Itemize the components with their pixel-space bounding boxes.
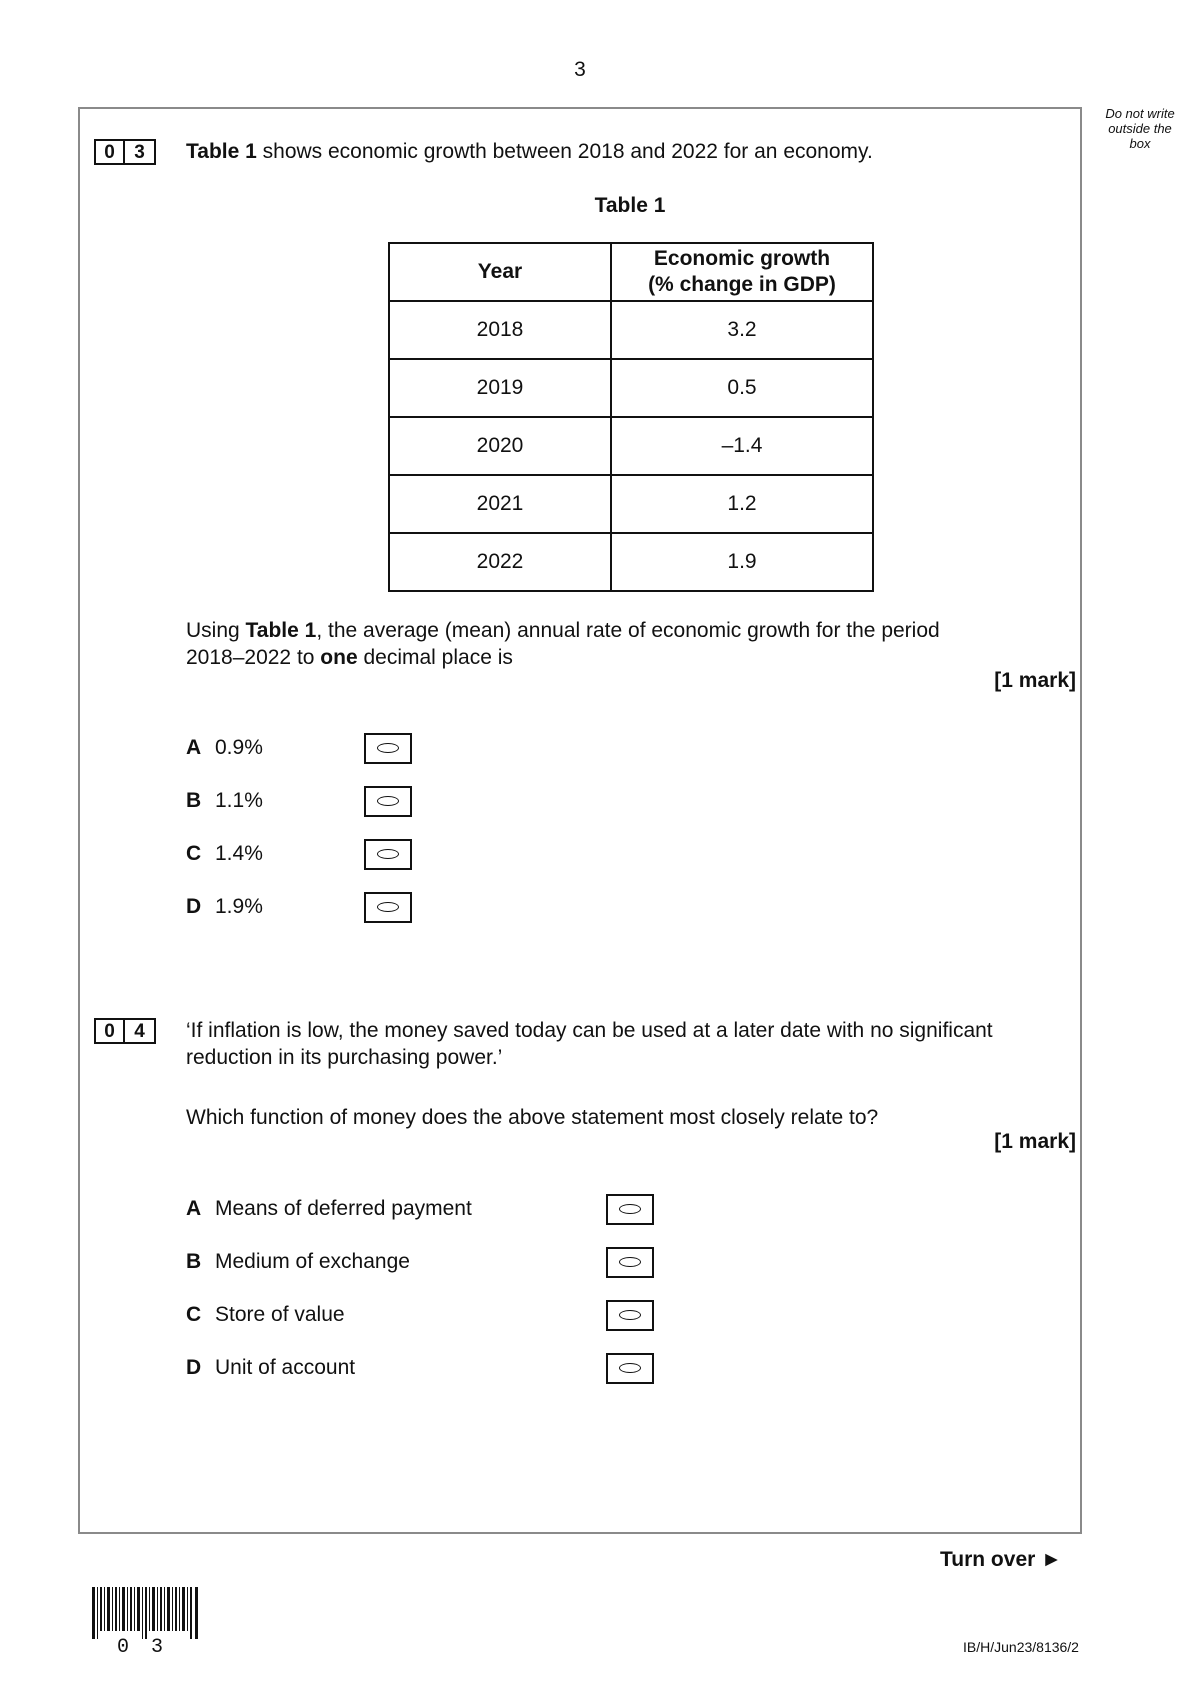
lozenge-icon — [619, 1257, 641, 1267]
cell-growth: 0.5 — [611, 359, 873, 417]
answer-lozenge-b[interactable] — [606, 1247, 654, 1278]
question-03-intro — [186, 138, 873, 165]
lozenge-icon — [619, 1363, 641, 1373]
cell-growth: 1.2 — [611, 475, 873, 533]
option-letter: A — [186, 736, 202, 759]
question-03-stem — [186, 617, 1066, 671]
question-04-stem: Which function of money does the above statement most closely relate to? — [186, 1106, 879, 1129]
answer-lozenge-c[interactable] — [606, 1300, 654, 1331]
table-row — [389, 359, 873, 417]
question-number-digit: 0 — [94, 1018, 125, 1044]
question-04-options — [186, 1192, 654, 1385]
question-number-digit: 0 — [94, 139, 125, 165]
option-a — [186, 731, 412, 765]
cell-year: 2018 — [389, 301, 611, 359]
option-d — [186, 890, 412, 924]
cell-growth: 1.9 — [611, 533, 873, 591]
header-economic-growth — [611, 243, 873, 301]
lozenge-icon — [377, 743, 399, 753]
quote-line: ‘If inflation is low, the money saved today can be used at a later date with no significant — [186, 1019, 993, 1042]
table-header-row — [389, 243, 873, 301]
option-b — [186, 784, 412, 818]
stem-text: 2018–2022 to — [186, 646, 321, 669]
header-line: (% change in GDP) — [648, 273, 836, 296]
cell-year: 2019 — [389, 359, 611, 417]
header-line: Year — [477, 260, 523, 283]
margin-note-line: Do not write — [1105, 106, 1175, 121]
question-number-digit: 4 — [125, 1018, 156, 1044]
question-number-digit: 3 — [125, 139, 156, 165]
cell-year: 2022 — [389, 533, 611, 591]
option-text: Means of deferred payment — [215, 1197, 472, 1220]
answer-lozenge-c[interactable] — [364, 839, 412, 870]
option-text: Store of value — [215, 1303, 345, 1326]
question-number-04 — [94, 1018, 156, 1044]
header-year — [389, 243, 611, 301]
margin-note-line: outside the — [1108, 121, 1172, 136]
option-letter: C — [186, 842, 202, 865]
option-c — [186, 1298, 654, 1332]
cell-growth: –1.4 — [611, 417, 873, 475]
option-text: 1.4% — [215, 842, 263, 865]
stem-text: , the average (mean) annual rate of economic growth for the period — [316, 619, 940, 642]
stem-line — [186, 644, 1066, 671]
turn-over — [940, 1548, 1062, 1572]
lozenge-icon — [377, 849, 399, 859]
stem-bold: Table 1 — [245, 619, 317, 642]
option-a — [186, 1192, 654, 1226]
table-row — [389, 533, 873, 591]
economic-growth-table — [388, 242, 874, 592]
option-text: 0.9% — [215, 736, 263, 759]
option-letter: D — [186, 895, 202, 918]
option-text: Medium of exchange — [215, 1250, 410, 1273]
quote-line: reduction in its purchasing power.’ — [186, 1046, 503, 1069]
table-row — [389, 301, 873, 359]
stem-line — [186, 617, 1066, 644]
answer-lozenge-a[interactable] — [606, 1194, 654, 1225]
margin-note-line: box — [1129, 136, 1151, 151]
option-letter: C — [186, 1303, 202, 1326]
barcode-image — [92, 1587, 200, 1643]
answer-lozenge-a[interactable] — [364, 733, 412, 764]
question-number-03 — [94, 139, 156, 165]
question-04-quote — [186, 1017, 1066, 1071]
option-text: 1.1% — [215, 789, 263, 812]
stem-bold: one — [320, 646, 358, 669]
header-line: Economic growth — [653, 247, 831, 270]
answer-lozenge-d[interactable] — [364, 892, 412, 923]
question-03-options — [186, 731, 412, 924]
marks-allocation: [1 mark] — [994, 1130, 1076, 1153]
option-b — [186, 1245, 654, 1279]
cell-year: 2020 — [389, 417, 611, 475]
lozenge-icon — [377, 796, 399, 806]
lozenge-icon — [377, 902, 399, 912]
marks-allocation: [1 mark] — [994, 669, 1076, 692]
play-arrow-icon: ► — [1041, 1548, 1062, 1571]
option-text: Unit of account — [215, 1356, 356, 1379]
option-letter: B — [186, 789, 202, 812]
stem-text: Using — [186, 619, 246, 642]
option-letter: B — [186, 1250, 202, 1273]
lozenge-icon — [619, 1310, 641, 1320]
stem-text: decimal place is — [357, 646, 513, 669]
answer-lozenge-b[interactable] — [364, 786, 412, 817]
lozenge-icon — [619, 1204, 641, 1214]
answer-lozenge-d[interactable] — [606, 1353, 654, 1384]
option-letter: D — [186, 1356, 202, 1379]
option-text: 1.9% — [215, 895, 263, 918]
table-row — [389, 475, 873, 533]
option-d — [186, 1351, 654, 1385]
cell-year: 2021 — [389, 475, 611, 533]
table-caption: Table 1 — [594, 194, 666, 217]
margin-note — [1094, 106, 1186, 151]
page-number: 3 — [574, 58, 586, 81]
paper-reference: IB/H/Jun23/8136/2 — [963, 1639, 1079, 1655]
turn-over-text: Turn over — [940, 1548, 1036, 1571]
option-letter: A — [186, 1197, 202, 1220]
intro-text: shows economic growth between 2018 and 2022 for an economy. — [256, 140, 873, 163]
table-reference: Table 1 — [186, 140, 257, 163]
barcode-digits: 0 3 — [117, 1636, 169, 1659]
cell-growth: 3.2 — [611, 301, 873, 359]
table-row — [389, 417, 873, 475]
option-c — [186, 837, 412, 871]
